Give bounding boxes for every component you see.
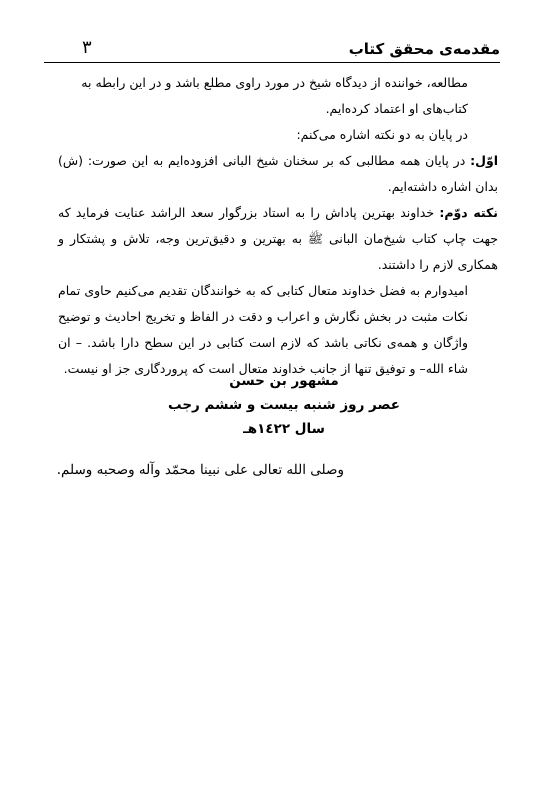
paragraph-1: مطالعه، خواننده از دیدگاه شیخ در مورد راوی مطلع باشد و در این رابطه به کتاب‌های او اعتماد کرده‌ایم. (81, 75, 468, 116)
page-header (44, 32, 500, 58)
paragraph-4: نکته دوّم: خداوند بهترین پاداش را به استاد بزرگوار سعد الراشد عنایت فرماید که جهت چاپ کتاب شیخ‌مان البانی ﷺ به بهترین و دقیق‌ترین وجه، تلاش و پشتکار و همکاری لازم را داشتند. (58, 205, 498, 272)
page-number: ٣ (82, 37, 92, 58)
body-text (58, 70, 498, 382)
header-rule (44, 62, 500, 63)
point-two-label: نکته دوّم: (439, 205, 498, 220)
closing-blessing: وصلى الله تعالى على نبينا محمّد وآله وصحبه وسلم. (56, 462, 344, 478)
paragraph-2: در پایان به دو نکته اشاره می‌کنم: (296, 127, 468, 142)
running-title: مقدمه‌ی محقق کتاب (348, 40, 500, 58)
signature-year: سال ١٤٢٢هـ (243, 421, 325, 437)
point-one-label: اوّل: (470, 153, 498, 168)
page (44, 24, 500, 784)
paragraph-5: امیدوارم به فضل خداوند متعال کتابی که به خوانندگان تقدیم می‌کنیم حاوی تمام نکات مثبت در بخش نگارش و اعراب و دقت در الفاظ و تخریج احادیث و توضیح واژگان و همه‌ی نکاتی باشد که لازم است کتابی در این سطح دارا باشد. – ان شاء الله– و توفیق تنها از جانب خداوند متعال است که پروردگاری جز او نیست. (58, 283, 468, 376)
signature-name: مشهور بن حسن (229, 373, 339, 389)
signature-date: عصر روز شنبه بیست و ششم رجب (168, 397, 400, 413)
paragraph-3: اوّل: در پایان همه مطالبی که بر سخنان شیخ البانی افزوده‌ایم به این صورت: (ش) بدان اشاره داشته‌ایم. (58, 153, 498, 194)
